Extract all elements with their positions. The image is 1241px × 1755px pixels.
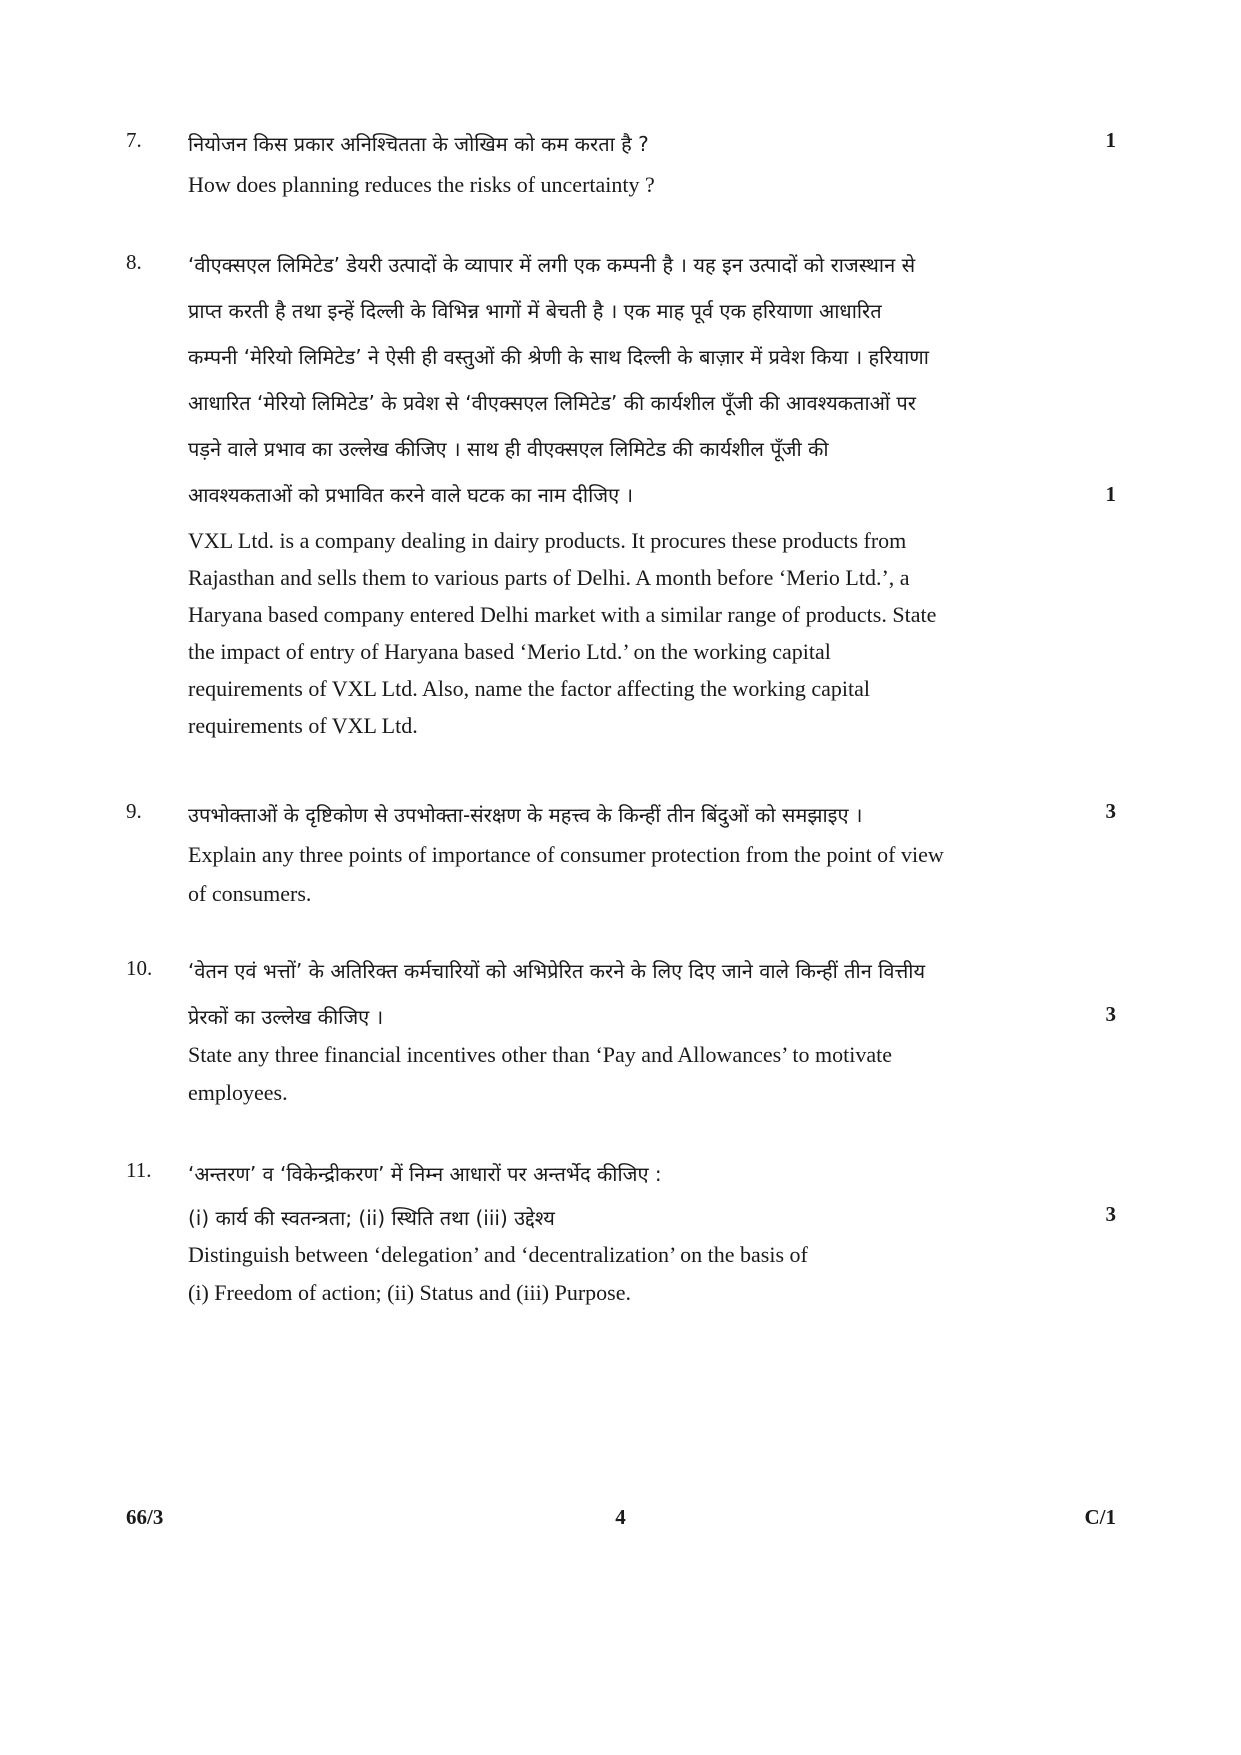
question-number: 10. <box>126 956 153 980</box>
footer-page-number: 4 <box>615 1505 626 1529</box>
question-marks: 1 <box>1105 482 1116 506</box>
question-text-english: State any three financial incentives other than ‘Pay and Allowances’ to motivate employees. <box>188 1042 892 1105</box>
question-marks: 1 <box>1105 128 1116 152</box>
question-text-hindi: उपभोक्ताओं के दृष्टिकोण से उपभोक्ता-संरक्षण के महत्त्व के किन्हीं तीन बिंदुओं को समझाइए । <box>188 803 863 827</box>
footer-set-code: C/1 <box>1084 1505 1116 1529</box>
question-marks: 3 <box>1105 1202 1116 1226</box>
question-number: 7. <box>126 128 142 152</box>
question-number: 11. <box>126 1158 152 1182</box>
question-text-hindi: ‘वीएक्सएल लिमिटेड’ डेयरी उत्पादों के व्यापार में लगी एक कम्पनी है । यह इन उत्पादों को राजस्थान से प्राप्त करती है तथा इन्हें दिल्ली के विभिन्न भागों में बेचती है । एक माह पूर्व एक हरियाणा आधारित कम्पनी ‘मेरियो लिमिटेड’ ने ऐसी ही वस्तुओं की श्रेणी के साथ दिल्ली के बाज़ार में प्रवेश किया । हरियाणा आधारित ‘मेरियो लिमिटेड’ के प्रवेश से ‘वीएक्सएल लिमिटेड’ की कार्यशील पूँजी की आवश्यकताओं पर पड़ने वाले प्रभाव का उल्लेख कीजिए । साथ ही वीएक्सएल लिमिटेड की कार्यशील पूँजी की आवश्यकताओं को प्रभावित करने वाले घटक का नाम दीजिए । <box>188 253 929 507</box>
question-text-english: Distinguish between ‘delegation’ and ‘decentralization’ on the basis of (i) Freedom of action; (ii) Status and (iii) Purpose. <box>188 1242 808 1305</box>
question-text-english: VXL Ltd. is a company dealing in dairy products. It procures these products from Rajasthan and sells them to various parts of Delhi. A month before ‘Merio Ltd.’, a Haryana based company entered Delhi market with a similar range of products. State the impact of entry of Haryana based ‘Merio Ltd.’ on the working capital requirements of VXL Ltd. Also, name the factor affecting the working capital requirements of VXL Ltd. <box>188 528 937 738</box>
question-number: 9. <box>126 799 142 823</box>
question-text-english: Explain any three points of importance of consumer protection from the point of view of consumers. <box>188 842 944 906</box>
footer-paper-code: 66/3 <box>126 1505 164 1529</box>
question-marks: 3 <box>1105 799 1116 823</box>
question-text-hindi: ‘वेतन एवं भत्तों’ के अतिरिक्त कर्मचारियों को अभिप्रेरित करने के लिए दिए जाने वाले किन्हीं तीन वित्तीय प्रेरकों का उल्लेख कीजिए । <box>188 959 926 1029</box>
question-number: 8. <box>126 250 142 274</box>
question-marks: 3 <box>1105 1002 1116 1026</box>
question-text-hindi: नियोजन किस प्रकार अनिश्चितता के जोखिम को कम करता है ? <box>188 132 649 156</box>
question-text-hindi: ‘अन्तरण’ व ‘विकेन्द्रीकरण’ में निम्न आधारों पर अन्तर्भेद कीजिए : (i) कार्य की स्वतन्त्रता; (ii) स्थिति तथा (iii) उद्देश्य <box>188 1162 662 1230</box>
question-text-english: How does planning reduces the risks of uncertainty ? <box>188 172 655 197</box>
